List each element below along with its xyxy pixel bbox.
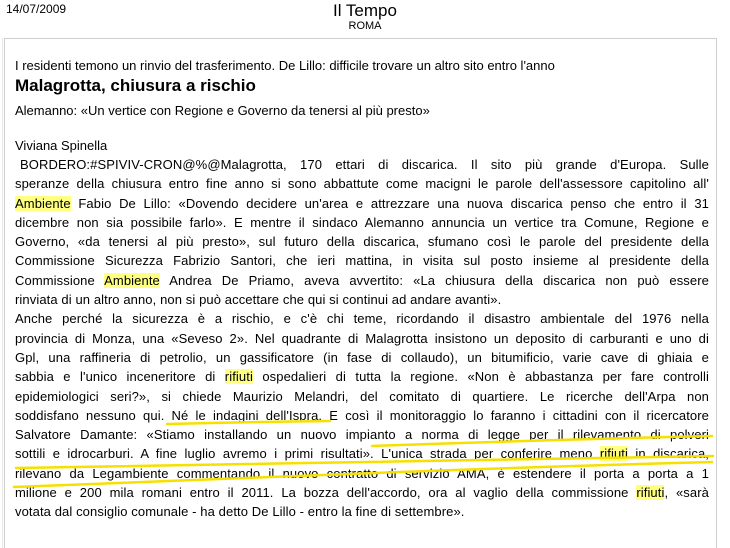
highlighted-keyword: rifiuti bbox=[599, 446, 628, 462]
body-line bbox=[15, 271, 709, 290]
body-line bbox=[15, 483, 709, 502]
body-line bbox=[15, 290, 709, 309]
highlighted-keyword: Ambiente bbox=[104, 272, 160, 288]
body-text-segment: rilevano da Legambiente commentando il nuovo contratto di servizio AMA, è estendere il porta a porta a 1 bbox=[15, 465, 709, 481]
body-text-segment: Fabio De Lillo: «Dovendo decidere un'area e attrezzare una nuova discarica penso che entro il 31 bbox=[70, 195, 709, 211]
body-text-segment: ospedalieri di tutta la regione. «Non è abbastanza per fare controlli bbox=[252, 369, 709, 385]
section-label: ROMA bbox=[348, 20, 382, 32]
body-line bbox=[15, 425, 709, 444]
body-text-segment: provincia di Monza, una «Seveso 2». Nel quadrante di Malagrotta insistono un deposito di carburanti e uno di bbox=[15, 330, 709, 346]
frame-shadow bbox=[0, 38, 3, 548]
body-line bbox=[15, 464, 709, 483]
body-text-segment: milione e 200 mila romani entro il 2011. La bozza dell'accordo, ora al vaglio della commissione bbox=[15, 485, 637, 501]
body-text-segment: dicembre non sia possibile farlo». E mentre il sindaco Alemanno annuncia un vertice tra Comune, Regione e bbox=[15, 214, 709, 230]
body-text-segment: votata dal consiglio comunale - ha detto De Lillo - entro la fine di settembre». bbox=[15, 504, 465, 520]
highlighted-keyword: Ambiente bbox=[15, 195, 71, 211]
body-line bbox=[15, 329, 709, 348]
body-text-segment: Anche perché la sicurezza è a rischio, e c'è chi teme, ricordando il disastro ambientale del 1976 nella bbox=[15, 311, 709, 327]
body-line bbox=[15, 155, 709, 174]
body-text-segment: Salvatore Damante: «Stiamo installando un nuovo impianto a norma di legge per il rilevamento di polveri bbox=[15, 427, 709, 443]
body-text-segment: sabbia e l'unico inceneritore di bbox=[15, 369, 225, 385]
body-line bbox=[15, 213, 709, 232]
body-text-segment: in discarica, bbox=[627, 446, 709, 462]
body-line bbox=[15, 367, 709, 386]
body-text-segment: epidemiologici seri?», si chiede Maurizio Melandri, del comitato di quartiere. Le ricerche dell'Arpa non bbox=[15, 388, 709, 404]
article-body bbox=[15, 155, 709, 522]
article-author: Viviana Spinella bbox=[15, 138, 108, 153]
body-line bbox=[15, 174, 709, 193]
body-text-segment: BORDERO:#SPIVIV-CRON@%@Malagrotta, 170 ettari di discarica. Il sito più grande d'Europa. Sulle bbox=[20, 157, 709, 172]
body-line bbox=[15, 348, 709, 367]
body-text-segment: soddisfano nessuno qui. Né le indagini dell'Ispra. E così il monitoraggio lo faranno i cittadini con il ricercatore bbox=[15, 407, 709, 423]
body-line bbox=[15, 309, 709, 328]
highlighted-keyword: rifiuti bbox=[224, 369, 253, 385]
body-text-segment: Governo, «da tenersi al più presto», sul futuro della discarica, sfumano così le parole del presidente della bbox=[15, 234, 709, 250]
body-line bbox=[15, 232, 709, 251]
article-overtitle: I residenti temono un rinvio del trasferimento. De Lillo: difficile trovare un altro sito entro l'anno bbox=[15, 58, 555, 73]
body-text-segment: , «sarà bbox=[664, 485, 709, 501]
newspaper-name: Il Tempo bbox=[333, 1, 397, 20]
highlighted-keyword: rifiuti bbox=[636, 485, 665, 501]
body-text-segment: speranze della chiusura entro fine anno si sono abbattute come macigni le parole dell'assessore capitolino all' bbox=[15, 176, 709, 192]
body-text-segment: rinviata di un altro anno, non si può accettare che qui si continui ad andare avanti». bbox=[15, 292, 502, 308]
body-line bbox=[15, 194, 709, 213]
body-line bbox=[15, 502, 709, 521]
body-text-segment: Commissione Sicurezza Fabrizio Santori, che ieri mattina, in visita sul posto insieme al presidente della bbox=[15, 253, 709, 269]
publication-date: 14/07/2009 bbox=[6, 2, 67, 16]
body-line bbox=[15, 406, 709, 425]
body-text-segment: Commissione bbox=[15, 272, 105, 288]
body-line bbox=[15, 387, 709, 406]
body-text-segment: Gpl, una raffineria di petrolio, un gassificatore (in fase di collaudo), un bitumificio, varie cave di ghiaia e bbox=[15, 349, 709, 365]
body-text-segment: Andrea De Priamo, aveva avvertito: «La chiusura della discarica non può essere bbox=[159, 272, 709, 288]
article-subtitle: Alemanno: «Un vertice con Regione e Governo da tenersi al più presto» bbox=[15, 103, 430, 118]
body-line bbox=[15, 444, 709, 463]
body-line bbox=[15, 251, 709, 270]
body-text-segment: sottili e idrocarburi. A fine luglio avremo i primi risultati». L'unica strada per conferire meno bbox=[15, 446, 600, 462]
article-headline: Malagrotta, chiusura a rischio bbox=[15, 76, 256, 95]
